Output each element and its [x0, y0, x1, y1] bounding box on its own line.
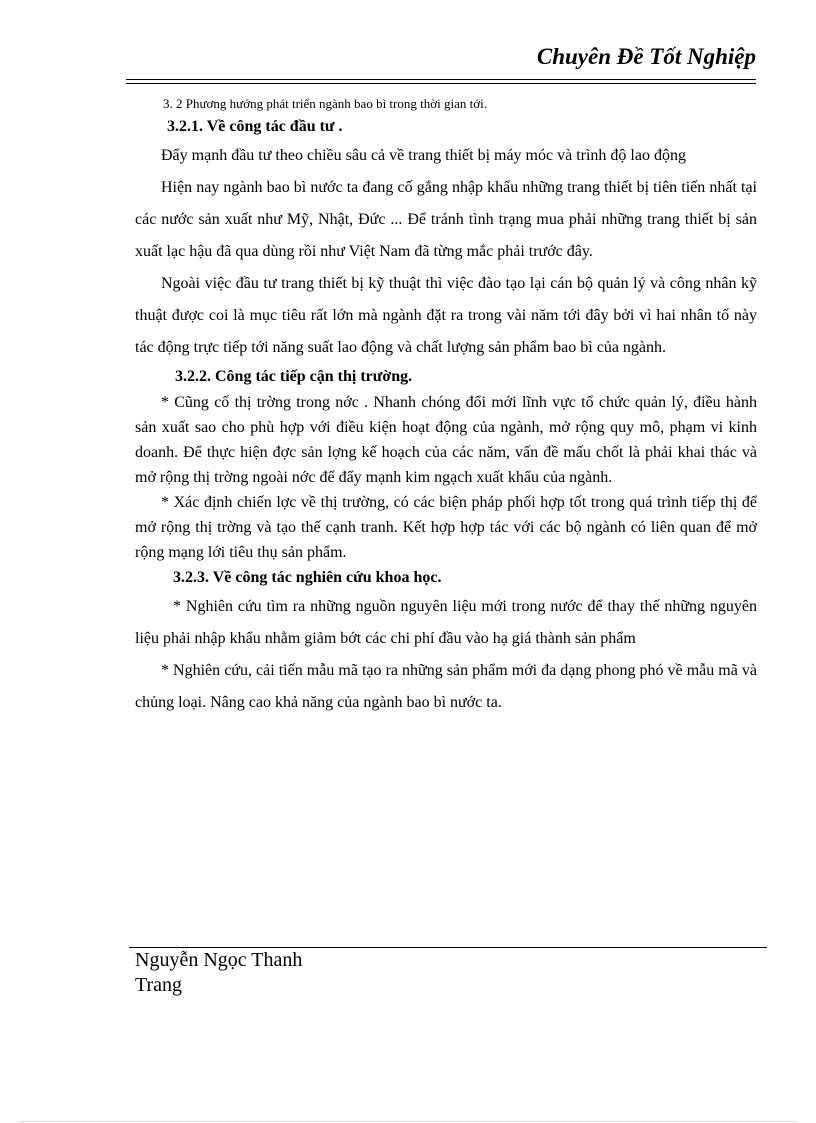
document-body [135, 94, 757, 719]
section-title: 3. 2 Phương hướng phát triển ngành bao bì trong thời gian tới. [163, 96, 487, 111]
author-name: Nguyễn Ngọc Thanh Trang [135, 949, 303, 996]
header-divider-bottom [126, 83, 756, 84]
subsection-heading-market: 3.2.2. Công tác tiếp cận thị trường. [175, 368, 413, 385]
header-divider-top [126, 79, 756, 80]
subsection-heading-research: 3.2.3. Về công tác nghiên cứu khoa học. [173, 569, 442, 586]
paragraph: * Nghiên cứu tìm ra những nguồn nguyên liệu mới trong nước để thay thế những nguyên liệu phải nhập khẩu nhằm giảm bớt các chi phí đầu vào hạ giá thành sản phẩm [135, 598, 757, 647]
paragraph: * Nghiên cứu, cải tiến mẫu mã tạo ra những sản phẩm mới đa dạng phong phó về mẫu mã và chủng loại. Nâng cao khả năng của ngành bao bì nước ta. [135, 662, 757, 711]
paragraph: Ngoài việc đầu tư trang thiết bị kỹ thuật thì việc đào tạo lại cán bộ quản lý và công nhân kỹ thuật được coi là mục tiêu rất lớn mà ngành đặt ra trong vài năm tới đây bởi vì hai nhân tố này tác động trực tiếp tới năng suất lao động và chất lượng sản phẩm bao bì của ngành. [135, 275, 757, 356]
paragraph: Hiện nay ngành bao bì nước ta đang cố gắng nhập khẩu những trang thiết bị tiên tiến nhất tại các nước sản xuất như Mỹ, Nhật, Đức ... Để tránh tình trạng mua phải những trang thiết bị sản xuất lạc hậu đã qua dùng rồi như Việt Nam đã từng mắc phải trước đây. [135, 179, 757, 260]
document-header-title: Chuyên Đề Tốt Nghiệp [536, 44, 756, 69]
subsection-heading-investment: 3.2.1. Về công tác đầu tư . [167, 118, 343, 135]
page-bottom-dotted-border [20, 1121, 796, 1122]
paragraph: Đẩy mạnh đầu tư theo chiều sâu cả về trang thiết bị máy móc và trình độ lao động [161, 147, 686, 164]
paragraph: * Xác định chiến lợc về thị trường, có các biện pháp phối hợp tốt trong quá trình tiếp thị để mở rộng thị trờng và tạo thế cạnh tranh. Kết hợp hợp tác với các bộ ngành có liên quan để mở rộng mạng lới tiêu thụ sản phẩm. [135, 494, 757, 561]
paragraph: * Cũng cố thị trờng trong nớc . Nhanh chóng đổi mới lĩnh vực tổ chức quản lý, điều hành sản xuất sao cho phù hợp với điều kiện hoạt động của ngành, mở rộng quy mô, phạm vi kinh doanh. Để thực hiện đợc sản lợng kế hoạch của các năm, vấn đề mấu chốt là phải khai thác và mở rộng thị trờng ngoài nớc để đẩy mạnh kim ngạch xuất khẩu của ngành. [135, 394, 757, 486]
